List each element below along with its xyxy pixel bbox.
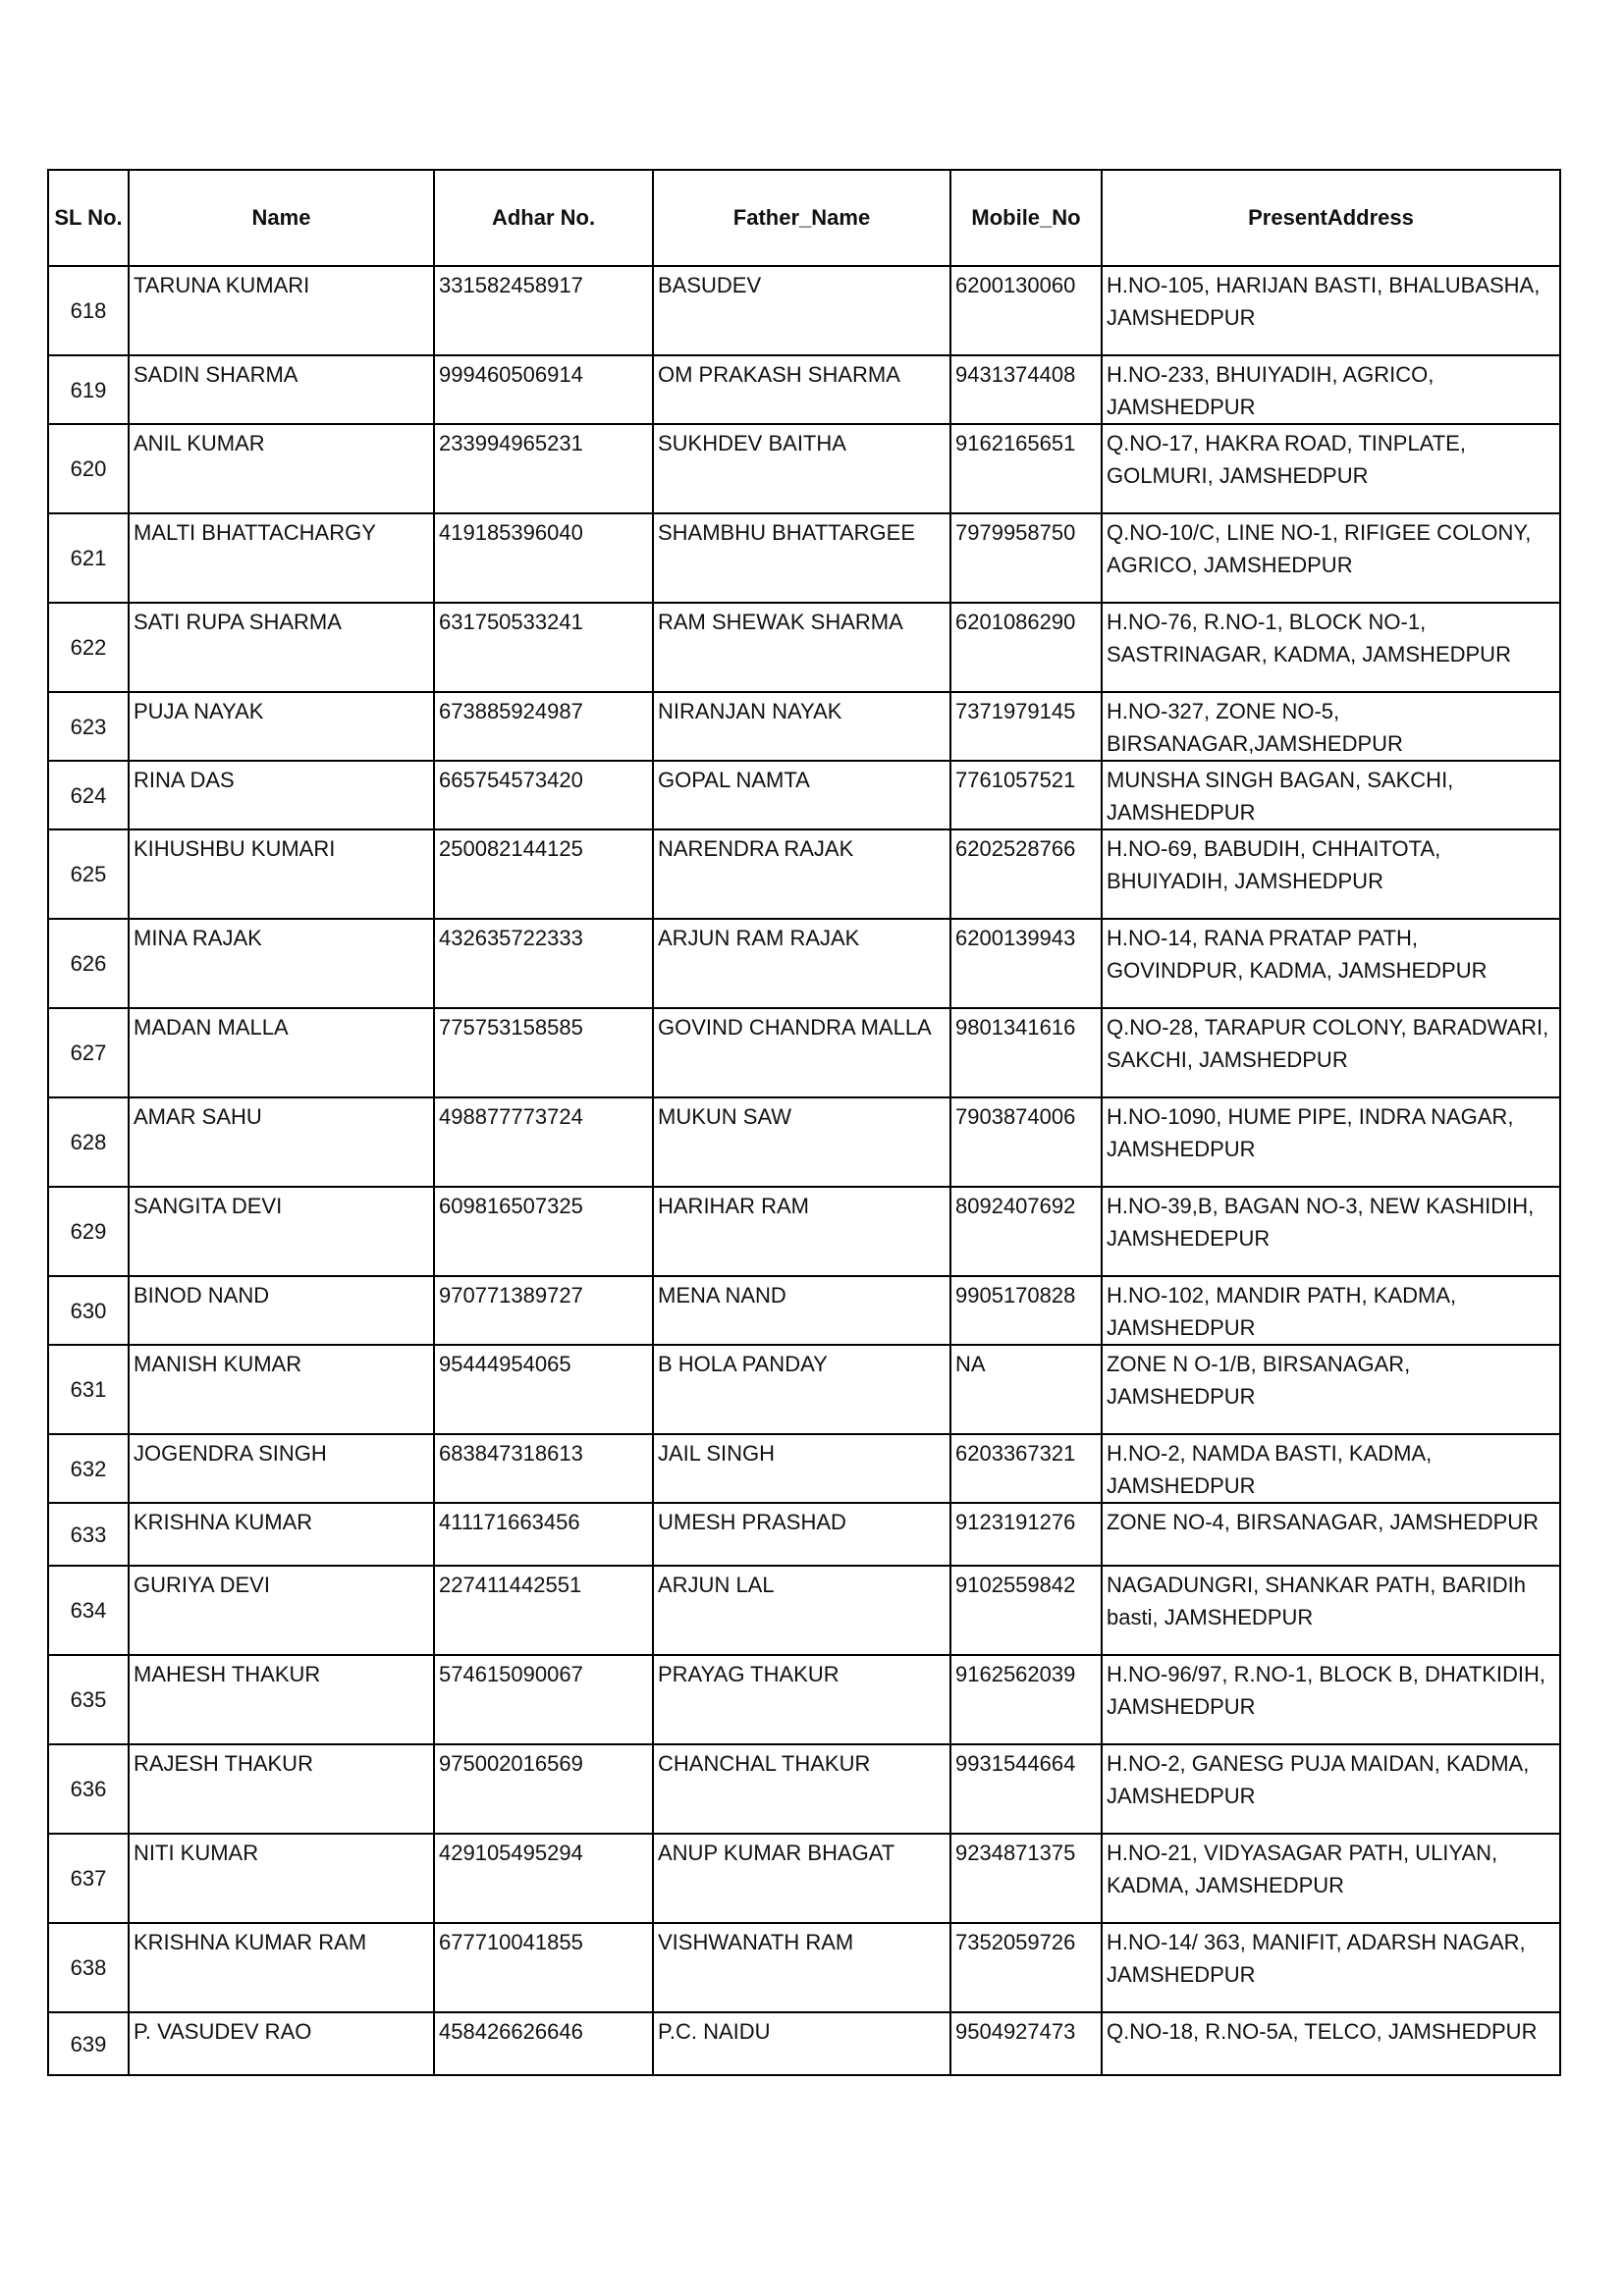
row-sl-no: 622	[48, 603, 129, 692]
row-mobile-no: 6202528766	[950, 829, 1102, 919]
table-row	[48, 1008, 1560, 1097]
row-sl-no: 621	[48, 513, 129, 603]
table-row	[48, 1276, 1560, 1345]
row-father-name: PRAYAG THAKUR	[653, 1655, 950, 1744]
row-name: ANIL KUMAR	[129, 424, 434, 513]
row-mobile-no: 6200139943	[950, 919, 1102, 1008]
row-sl-no: 625	[48, 829, 129, 919]
row-mobile-no: 7371979145	[950, 692, 1102, 761]
row-mobile-no: 9931544664	[950, 1744, 1102, 1834]
table-row	[48, 1187, 1560, 1276]
header-mobile-no: Mobile_No	[950, 170, 1102, 266]
table-header	[48, 170, 1560, 266]
header-row	[48, 170, 1560, 266]
row-adhar-no: 999460506914	[434, 355, 653, 424]
table-row	[48, 1744, 1560, 1834]
row-father-name: OM PRAKASH SHARMA	[653, 355, 950, 424]
row-present-address: H.NO-2, GANESG PUJA MAIDAN, KADMA, JAMSHEDPUR	[1102, 1744, 1560, 1834]
table-row	[48, 1097, 1560, 1187]
table-row	[48, 761, 1560, 829]
row-sl-no: 618	[48, 266, 129, 355]
header-father-name: Father_Name	[653, 170, 950, 266]
row-father-name: GOVIND CHANDRA MALLA	[653, 1008, 950, 1097]
table-row	[48, 919, 1560, 1008]
row-adhar-no: 95444954065	[434, 1345, 653, 1434]
table-row	[48, 424, 1560, 513]
row-present-address: H.NO-39,B, BAGAN NO-3, NEW KASHIDIH, JAMSHEDEPUR	[1102, 1187, 1560, 1276]
row-name: MANISH KUMAR	[129, 1345, 434, 1434]
row-present-address: H.NO-14, RANA PRATAP PATH, GOVINDPUR, KADMA, JAMSHEDPUR	[1102, 919, 1560, 1008]
row-name: RAJESH THAKUR	[129, 1744, 434, 1834]
row-father-name: NARENDRA RAJAK	[653, 829, 950, 919]
row-father-name: BASUDEV	[653, 266, 950, 355]
table-body	[48, 266, 1560, 2075]
table-row	[48, 1503, 1560, 1566]
row-name: MALTI BHATTACHARGY	[129, 513, 434, 603]
row-sl-no: 633	[48, 1503, 129, 1566]
row-adhar-no: 411171663456	[434, 1503, 653, 1566]
row-present-address: H.NO-2, NAMDA BASTI, KADMA, JAMSHEDPUR	[1102, 1434, 1560, 1503]
row-present-address: H.NO-76, R.NO-1, BLOCK NO-1, SASTRINAGAR, KADMA, JAMSHEDPUR	[1102, 603, 1560, 692]
row-name: PUJA NAYAK	[129, 692, 434, 761]
row-father-name: HARIHAR RAM	[653, 1187, 950, 1276]
table-row	[48, 1434, 1560, 1503]
row-father-name: JAIL SINGH	[653, 1434, 950, 1503]
row-adhar-no: 419185396040	[434, 513, 653, 603]
row-mobile-no: 8092407692	[950, 1187, 1102, 1276]
row-sl-no: 624	[48, 761, 129, 829]
row-adhar-no: 574615090067	[434, 1655, 653, 1744]
row-sl-no: 637	[48, 1834, 129, 1923]
row-adhar-no: 498877773724	[434, 1097, 653, 1187]
row-father-name: GOPAL NAMTA	[653, 761, 950, 829]
row-adhar-no: 677710041855	[434, 1923, 653, 2012]
row-adhar-no: 631750533241	[434, 603, 653, 692]
row-mobile-no: 6203367321	[950, 1434, 1102, 1503]
row-mobile-no: 9162562039	[950, 1655, 1102, 1744]
row-adhar-no: 331582458917	[434, 266, 653, 355]
row-adhar-no: 250082144125	[434, 829, 653, 919]
row-sl-no: 632	[48, 1434, 129, 1503]
header-name: Name	[129, 170, 434, 266]
row-present-address: Q.NO-28, TARAPUR COLONY, BARADWARI, SAKCHI, JAMSHEDPUR	[1102, 1008, 1560, 1097]
row-adhar-no: 458426626646	[434, 2012, 653, 2075]
row-father-name: SUKHDEV BAITHA	[653, 424, 950, 513]
row-name: SATI RUPA SHARMA	[129, 603, 434, 692]
row-mobile-no: 9801341616	[950, 1008, 1102, 1097]
row-adhar-no: 665754573420	[434, 761, 653, 829]
row-sl-no: 626	[48, 919, 129, 1008]
row-mobile-no: 9234871375	[950, 1834, 1102, 1923]
header-adhar-no: Adhar No.	[434, 170, 653, 266]
row-mobile-no: 7979958750	[950, 513, 1102, 603]
table-row	[48, 1834, 1560, 1923]
row-name: KRISHNA KUMAR RAM	[129, 1923, 434, 2012]
row-mobile-no: 7903874006	[950, 1097, 1102, 1187]
row-mobile-no: 6200130060	[950, 266, 1102, 355]
table-row	[48, 266, 1560, 355]
row-name: NITI KUMAR	[129, 1834, 434, 1923]
row-adhar-no: 673885924987	[434, 692, 653, 761]
row-adhar-no: 227411442551	[434, 1566, 653, 1655]
row-name: KRISHNA KUMAR	[129, 1503, 434, 1566]
row-name: JOGENDRA SINGH	[129, 1434, 434, 1503]
table-row	[48, 829, 1560, 919]
row-adhar-no: 683847318613	[434, 1434, 653, 1503]
row-mobile-no: 9504927473	[950, 2012, 1102, 2075]
row-sl-no: 639	[48, 2012, 129, 2075]
row-present-address: H.NO-102, MANDIR PATH, KADMA, JAMSHEDPUR	[1102, 1276, 1560, 1345]
row-name: MADAN MALLA	[129, 1008, 434, 1097]
row-sl-no: 623	[48, 692, 129, 761]
row-mobile-no: 7352059726	[950, 1923, 1102, 2012]
row-present-address: MUNSHA SINGH BAGAN, SAKCHI, JAMSHEDPUR	[1102, 761, 1560, 829]
row-father-name: B HOLA PANDAY	[653, 1345, 950, 1434]
row-present-address: NAGADUNGRI, SHANKAR PATH, BARIDIh basti, JAMSHEDPUR	[1102, 1566, 1560, 1655]
row-present-address: H.NO-327, ZONE NO-5, BIRSANAGAR,JAMSHEDPUR	[1102, 692, 1560, 761]
row-name: KIHUSHBU KUMARI	[129, 829, 434, 919]
table-row	[48, 1345, 1560, 1434]
row-mobile-no: 9123191276	[950, 1503, 1102, 1566]
beneficiary-table	[47, 169, 1561, 2076]
table-row	[48, 2012, 1560, 2075]
row-adhar-no: 975002016569	[434, 1744, 653, 1834]
row-mobile-no: 6201086290	[950, 603, 1102, 692]
row-father-name: NIRANJAN NAYAK	[653, 692, 950, 761]
row-present-address: H.NO-1090, HUME PIPE, INDRA NAGAR, JAMSHEDPUR	[1102, 1097, 1560, 1187]
row-adhar-no: 432635722333	[434, 919, 653, 1008]
row-sl-no: 629	[48, 1187, 129, 1276]
row-sl-no: 636	[48, 1744, 129, 1834]
row-present-address: H.NO-14/ 363, MANIFIT, ADARSH NAGAR, JAMSHEDPUR	[1102, 1923, 1560, 2012]
row-mobile-no: NA	[950, 1345, 1102, 1434]
header-sl-no: SL No.	[48, 170, 129, 266]
row-name: BINOD NAND	[129, 1276, 434, 1345]
row-sl-no: 627	[48, 1008, 129, 1097]
row-father-name: SHAMBHU BHATTARGEE	[653, 513, 950, 603]
row-adhar-no: 609816507325	[434, 1187, 653, 1276]
row-father-name: ARJUN LAL	[653, 1566, 950, 1655]
row-adhar-no: 233994965231	[434, 424, 653, 513]
row-present-address: Q.NO-18, R.NO-5A, TELCO, JAMSHEDPUR	[1102, 2012, 1560, 2075]
row-father-name: VISHWANATH RAM	[653, 1923, 950, 2012]
row-mobile-no: 9162165651	[950, 424, 1102, 513]
row-sl-no: 638	[48, 1923, 129, 2012]
row-sl-no: 630	[48, 1276, 129, 1345]
row-father-name: P.C. NAIDU	[653, 2012, 950, 2075]
row-father-name: RAM SHEWAK SHARMA	[653, 603, 950, 692]
row-present-address: H.NO-69, BABUDIH, CHHAITOTA, BHUIYADIH, JAMSHEDPUR	[1102, 829, 1560, 919]
table-row	[48, 1655, 1560, 1744]
row-name: TARUNA KUMARI	[129, 266, 434, 355]
row-name: P. VASUDEV RAO	[129, 2012, 434, 2075]
row-present-address: ZONE N O-1/B, BIRSANAGAR, JAMSHEDPUR	[1102, 1345, 1560, 1434]
table-row	[48, 603, 1560, 692]
row-mobile-no: 9102559842	[950, 1566, 1102, 1655]
row-present-address: H.NO-21, VIDYASAGAR PATH, ULIYAN, KADMA, JAMSHEDPUR	[1102, 1834, 1560, 1923]
row-father-name: ANUP KUMAR BHAGAT	[653, 1834, 950, 1923]
row-sl-no: 635	[48, 1655, 129, 1744]
row-mobile-no: 7761057521	[950, 761, 1102, 829]
row-sl-no: 631	[48, 1345, 129, 1434]
row-adhar-no: 429105495294	[434, 1834, 653, 1923]
row-present-address: Q.NO-17, HAKRA ROAD, TINPLATE, GOLMURI, JAMSHEDPUR	[1102, 424, 1560, 513]
row-present-address: Q.NO-10/C, LINE NO-1, RIFIGEE COLONY, AGRICO, JAMSHEDPUR	[1102, 513, 1560, 603]
row-adhar-no: 775753158585	[434, 1008, 653, 1097]
row-name: SANGITA DEVI	[129, 1187, 434, 1276]
row-name: AMAR SAHU	[129, 1097, 434, 1187]
row-father-name: MENA NAND	[653, 1276, 950, 1345]
row-adhar-no: 970771389727	[434, 1276, 653, 1345]
row-name: MAHESH THAKUR	[129, 1655, 434, 1744]
row-sl-no: 628	[48, 1097, 129, 1187]
row-sl-no: 620	[48, 424, 129, 513]
row-present-address: H.NO-105, HARIJAN BASTI, BHALUBASHA, JAMSHEDPUR	[1102, 266, 1560, 355]
row-mobile-no: 9905170828	[950, 1276, 1102, 1345]
table-row	[48, 355, 1560, 424]
row-name: MINA RAJAK	[129, 919, 434, 1008]
row-sl-no: 619	[48, 355, 129, 424]
row-father-name: UMESH PRASHAD	[653, 1503, 950, 1566]
table-row	[48, 1566, 1560, 1655]
header-present-address: PresentAddress	[1102, 170, 1560, 266]
row-father-name: MUKUN SAW	[653, 1097, 950, 1187]
row-mobile-no: 9431374408	[950, 355, 1102, 424]
row-father-name: CHANCHAL THAKUR	[653, 1744, 950, 1834]
row-sl-no: 634	[48, 1566, 129, 1655]
row-present-address: H.NO-233, BHUIYADIH, AGRICO, JAMSHEDPUR	[1102, 355, 1560, 424]
row-name: GURIYA DEVI	[129, 1566, 434, 1655]
row-name: SADIN SHARMA	[129, 355, 434, 424]
table-row	[48, 692, 1560, 761]
row-name: RINA DAS	[129, 761, 434, 829]
row-present-address: H.NO-96/97, R.NO-1, BLOCK B, DHATKIDIH, JAMSHEDPUR	[1102, 1655, 1560, 1744]
table-row	[48, 1923, 1560, 2012]
row-present-address: ZONE NO-4, BIRSANAGAR, JAMSHEDPUR	[1102, 1503, 1560, 1566]
row-father-name: ARJUN RAM RAJAK	[653, 919, 950, 1008]
table-row	[48, 513, 1560, 603]
